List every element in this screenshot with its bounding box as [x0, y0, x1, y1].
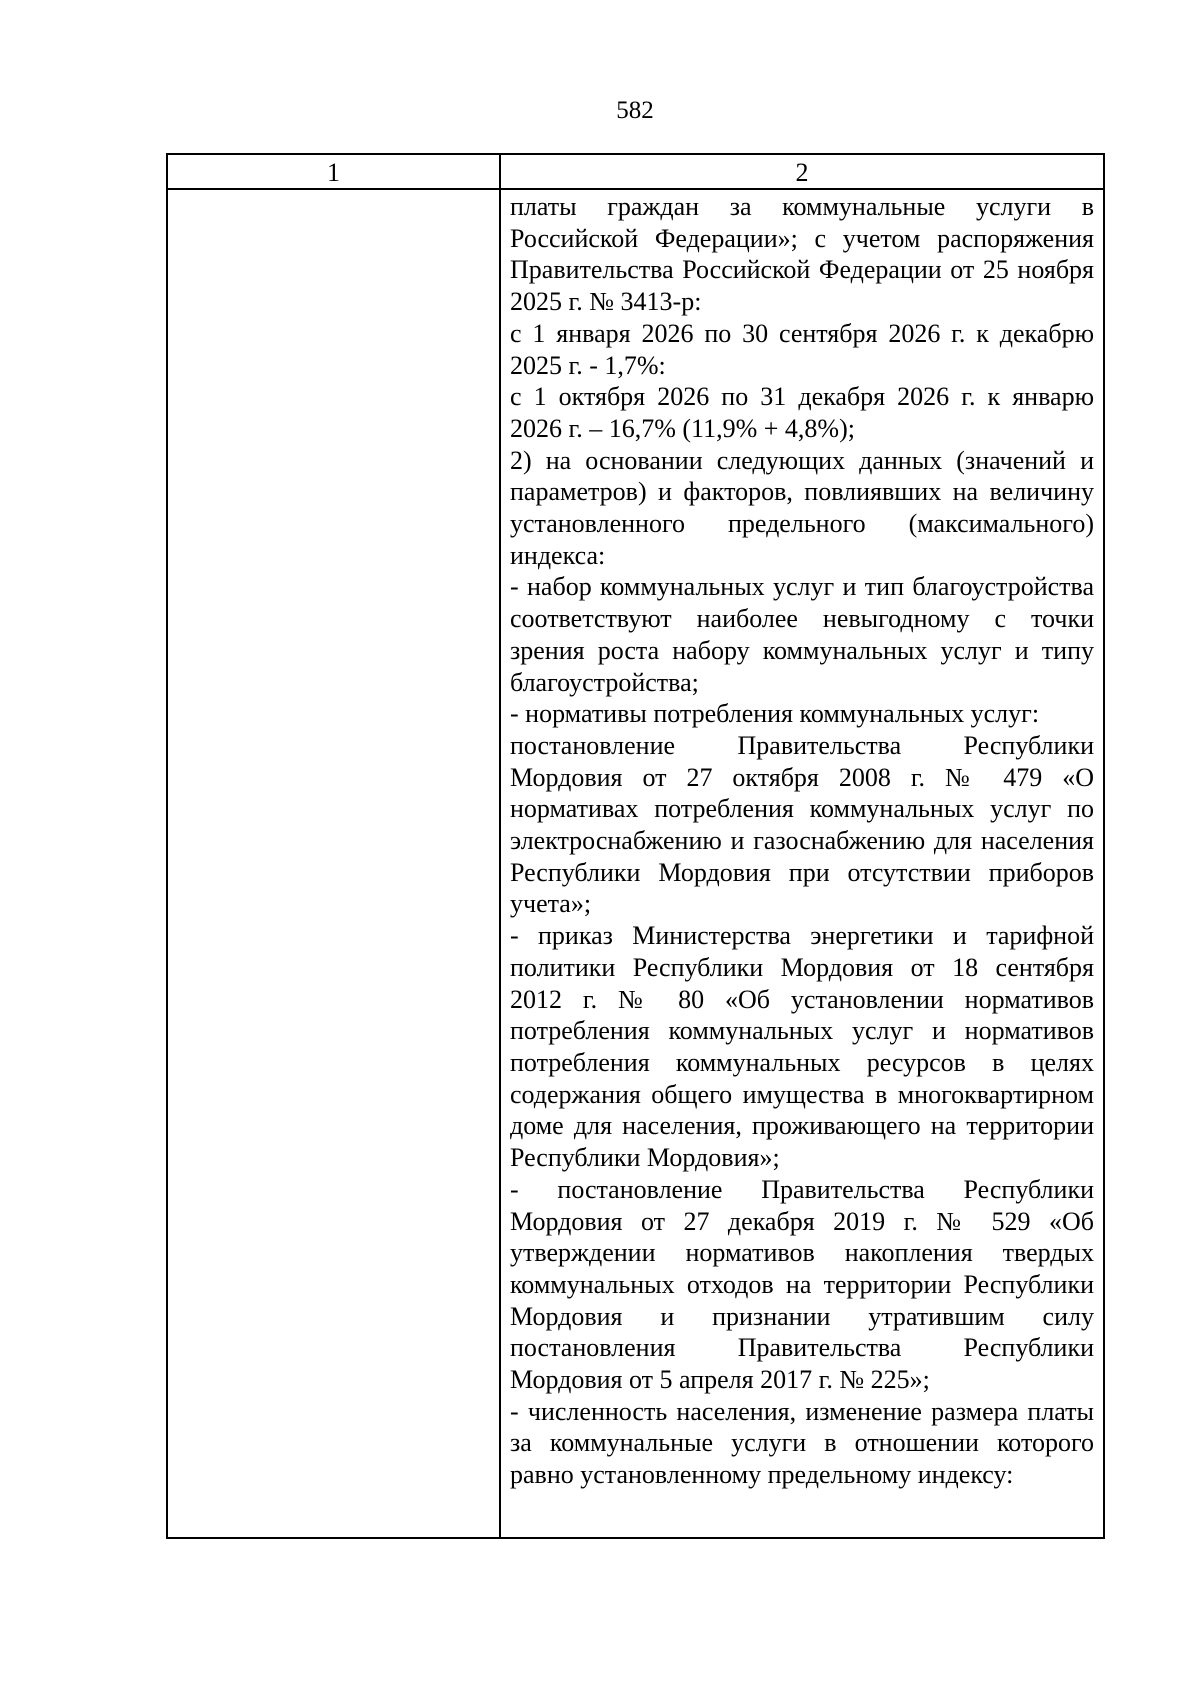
paragraph: постановление Правительства Республики Мордовия от 27 октября 2008 г. № 479 «О нормативах потребления коммунальных услуг по электроснабжению и газоснабжению для населения Республики Мордовия при отсутствии приборов учета»;: [510, 730, 1094, 919]
page-number: 582: [616, 97, 654, 124]
paragraph: - постановление Правительства Республики Мордовия от 27 декабря 2019 г. № 529 «Об утверждении нормативов накопления твердых коммунальных отходов на территории Республики Мордовия и признании утратившим силу постановления Правительства Республики Мордовия от 5 апреля 2017 г. № 225»;: [510, 1174, 1094, 1395]
paragraph: - численность населения, изменение размера платы за коммунальные услуги в отношении которого равно установленному предельному индексу:: [510, 1396, 1094, 1490]
table-header-row: [168, 155, 1103, 190]
paragraph: платы граждан за коммунальные услуги в Российской Федерации»; с учетом распоряжения Правительства Российской Федерации от 25 ноября 2025 г. № 3413-р:: [510, 192, 1094, 317]
column-2-header: 2: [795, 158, 809, 187]
column-1-header: 1: [327, 158, 340, 187]
document-table: [166, 153, 1105, 1539]
paragraph: с 1 октября 2026 по 31 декабря 2026 г. к январю 2026 г. – 16,7% (11,9% + 4,8%);: [510, 382, 1094, 443]
paragraph: 2) на основании следующих данных (значений и параметров) и факторов, повлиявших на величину установленного предельного (максимального) индекса:: [510, 445, 1094, 570]
paragraph: - приказ Министерства энергетики и тарифной политики Республики Мордовия от 18 сентября 2012 г. № 80 «Об установлении нормативов потребления коммунальных услуг и нормативов потребления коммунальных ресурсов в целях содержания общего имущества в многоквартирном доме для населения, проживающего на территории Республики Мордовия»;: [510, 921, 1094, 1173]
column-divider: [499, 155, 501, 1537]
column-2-content: [510, 191, 1094, 1491]
paragraph: - нормативы потребления коммунальных услуг:: [510, 699, 1040, 729]
paragraph: - набор коммунальных услуг и тип благоустройства соответствуют наиболее невыгодному с точки зрения роста набору коммунальных услуг и типу благоустройства;: [510, 572, 1094, 697]
paragraph: с 1 января 2026 по 30 сентября 2026 г. к декабрю 2025 г. - 1,7%:: [510, 318, 1094, 380]
